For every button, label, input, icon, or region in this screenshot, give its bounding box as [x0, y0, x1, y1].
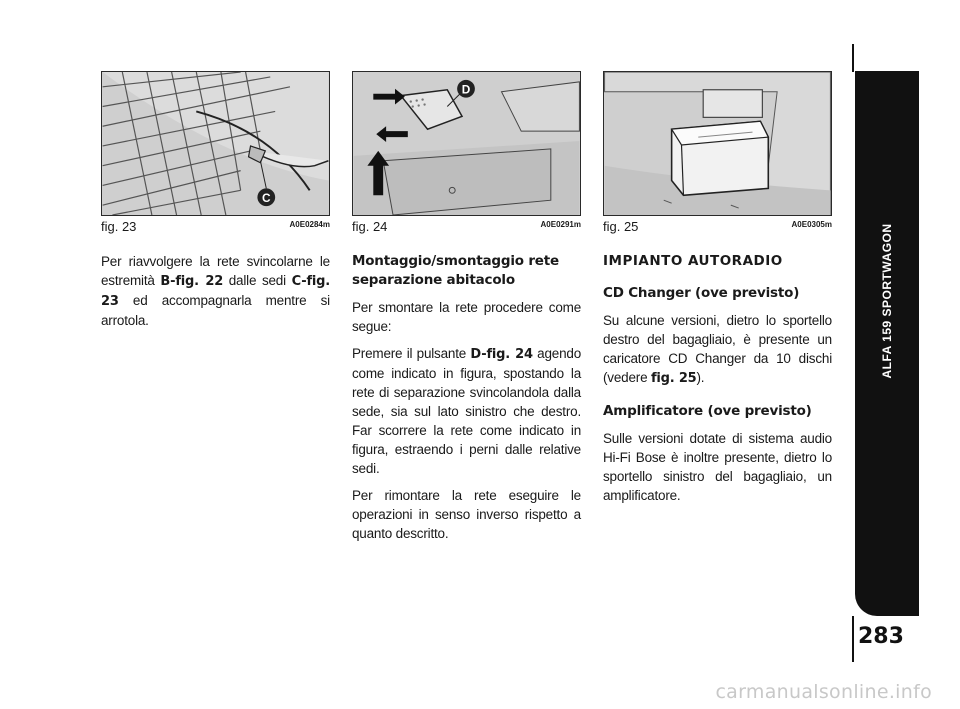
chapter-tab — [855, 71, 919, 616]
figure-label: fig. 24 — [352, 219, 388, 234]
figure-24-image — [352, 71, 581, 216]
watermark: carmanualsonline.info — [715, 681, 932, 703]
figure-code: A0E0305m — [791, 220, 832, 229]
side-rule — [852, 616, 854, 662]
cd-changer-illustration — [604, 72, 831, 215]
callout-c: C — [262, 191, 271, 206]
paragraph: Premere il pulsante D-fig. 24 agendo come indicato in figura, spostando la rete di separazione svincolandola dalla sede, sia sul lato sinistro che destro. Far scorrere la rete come indicato in figura, estraendo i perni dalle relative sedi. — [352, 346, 581, 476]
figure-25-image — [603, 71, 832, 216]
figure-24-caption — [352, 219, 581, 235]
figure-label: fig. 23 — [101, 219, 137, 234]
figure-code: A0E0291m — [540, 220, 581, 229]
figure-25-caption — [603, 219, 832, 235]
paragraph: Per rimontare la rete eseguire le operazioni in senso inverso rispetto a quanto descritto. — [352, 488, 581, 541]
chapter-tab-title: ALFA 159 SPORTWAGON — [880, 223, 894, 379]
main-heading: IMPIANTO AUTORADIO — [603, 253, 783, 269]
partition-button-illustration — [353, 72, 580, 215]
net-illustration — [102, 72, 329, 215]
side-rule — [852, 44, 854, 72]
paragraph-rewind-net: Per riavvolgere la rete svincolarne le estremità B-fig. 22 dalle sedi C-fig. 23 ed accompagnarla mentre si arrotola. — [101, 254, 330, 328]
callout-d: D — [461, 82, 471, 97]
subheading: Amplificatore (ove previsto) — [603, 403, 812, 419]
paragraph: Per smontare la rete procedere come segue: — [352, 300, 581, 334]
column-3 — [603, 252, 832, 513]
column-2 — [352, 252, 581, 551]
page-number: 283 — [858, 624, 904, 649]
column-1 — [101, 252, 330, 338]
figure-23-image — [101, 71, 330, 216]
subheading: CD Changer (ove previsto) — [603, 285, 800, 301]
paragraph: Su alcune versioni, dietro lo sportello destro del bagagliaio, è presente un caricatore CD Changer da 10 dischi (vedere fig. 25). — [603, 313, 832, 386]
figure-23-caption — [101, 219, 330, 235]
figure-code: A0E0284m — [289, 220, 330, 229]
paragraph: Sulle versioni dotate di sistema audio Hi-Fi Bose è inoltre presente, dietro lo sportello sinistro del bagagliaio, un amplificatore. — [603, 431, 832, 503]
figure-label: fig. 25 — [603, 219, 639, 234]
section-heading: Montaggio/smontaggio rete separazione abitacolo — [352, 253, 559, 288]
